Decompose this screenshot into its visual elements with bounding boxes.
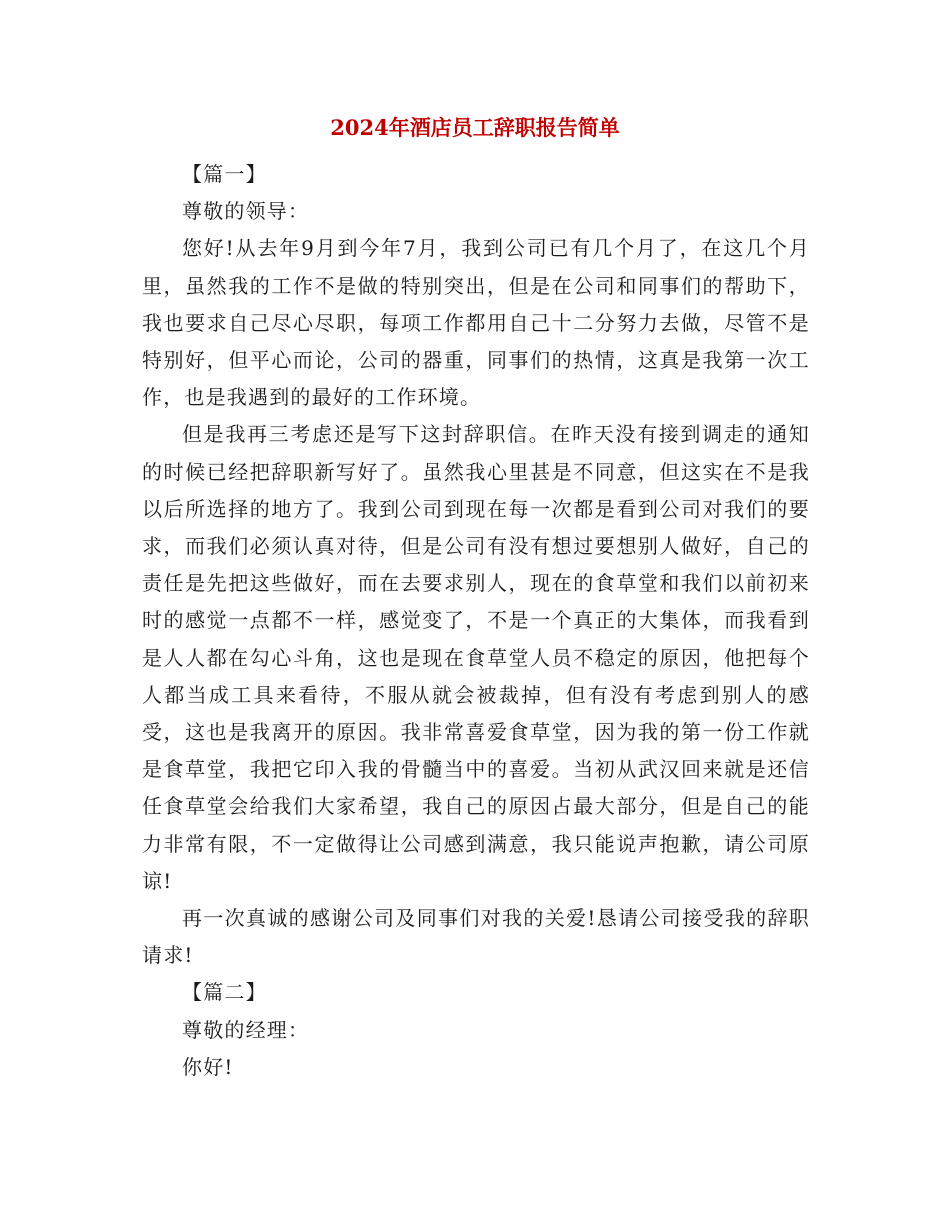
paragraph-3: 再一次真诚的感谢公司及同事们对我的关爱!恳请公司接受我的辞职请求! (142, 906, 810, 968)
paragraph-2: 但是我再三考虑还是写下这封辞职信。在昨天没有接到调走的通知的时候已经把辞职新写好了。虽然我心里甚是不同意，但这实在不是我以后所选择的地方了。我到公司到现在每一次都是看到公司对我们的要求，而我们必须认真对待，但是公司有没有想过要想别人做好，自己的责任是先把这些做好，而在去要求别人，现在的食草堂和我们以前初来时的感觉一点都不一样，感觉变了，不是一个真正的大集体，而我看到是人人都在勾心斗角，这也是现在食草堂人员不稳定的原因，他把每个人都当成工具来看待，不服从就会被裁掉，但有没有考虑到别人的感受，这也是我离开的原因。我非常喜爱食草堂，因为我的第一份工作就是食草堂，我把它印入我的骨髓当中的喜爱。当初从武汉回来就是还信任食草堂会给我们大家希望，我自己的原因占最大部分，但是自己的能力非常有限，不一定做得让公司感到满意，我只能说声抱歉，请公司原谅! (142, 422, 810, 893)
salutation-2: 尊敬的经理： (182, 1017, 310, 1042)
salutation-1: 尊敬的领导： (182, 199, 310, 224)
document-body (142, 156, 810, 1086)
section-heading-2: 【篇二】 (182, 980, 267, 1005)
document-title: 2024年酒店员工辞职报告简单 (330, 115, 620, 140)
greeting-2: 你好! (182, 1054, 234, 1079)
section-heading-1: 【篇一】 (182, 162, 267, 186)
paragraph-1: 您好!从去年9月到今年7月，我到公司已有几个月了，在这几个月里，虽然我的工作不是做的特别突出，但是在公司和同事们的帮助下，我也要求自己尽心尽职，每项工作都用自己十二分努力去做，尽管不是特别好，但平心而论，公司的器重，同事们的热情，这真是我第一次工作，也是我遇到的最好的工作环境。 (142, 236, 810, 410)
